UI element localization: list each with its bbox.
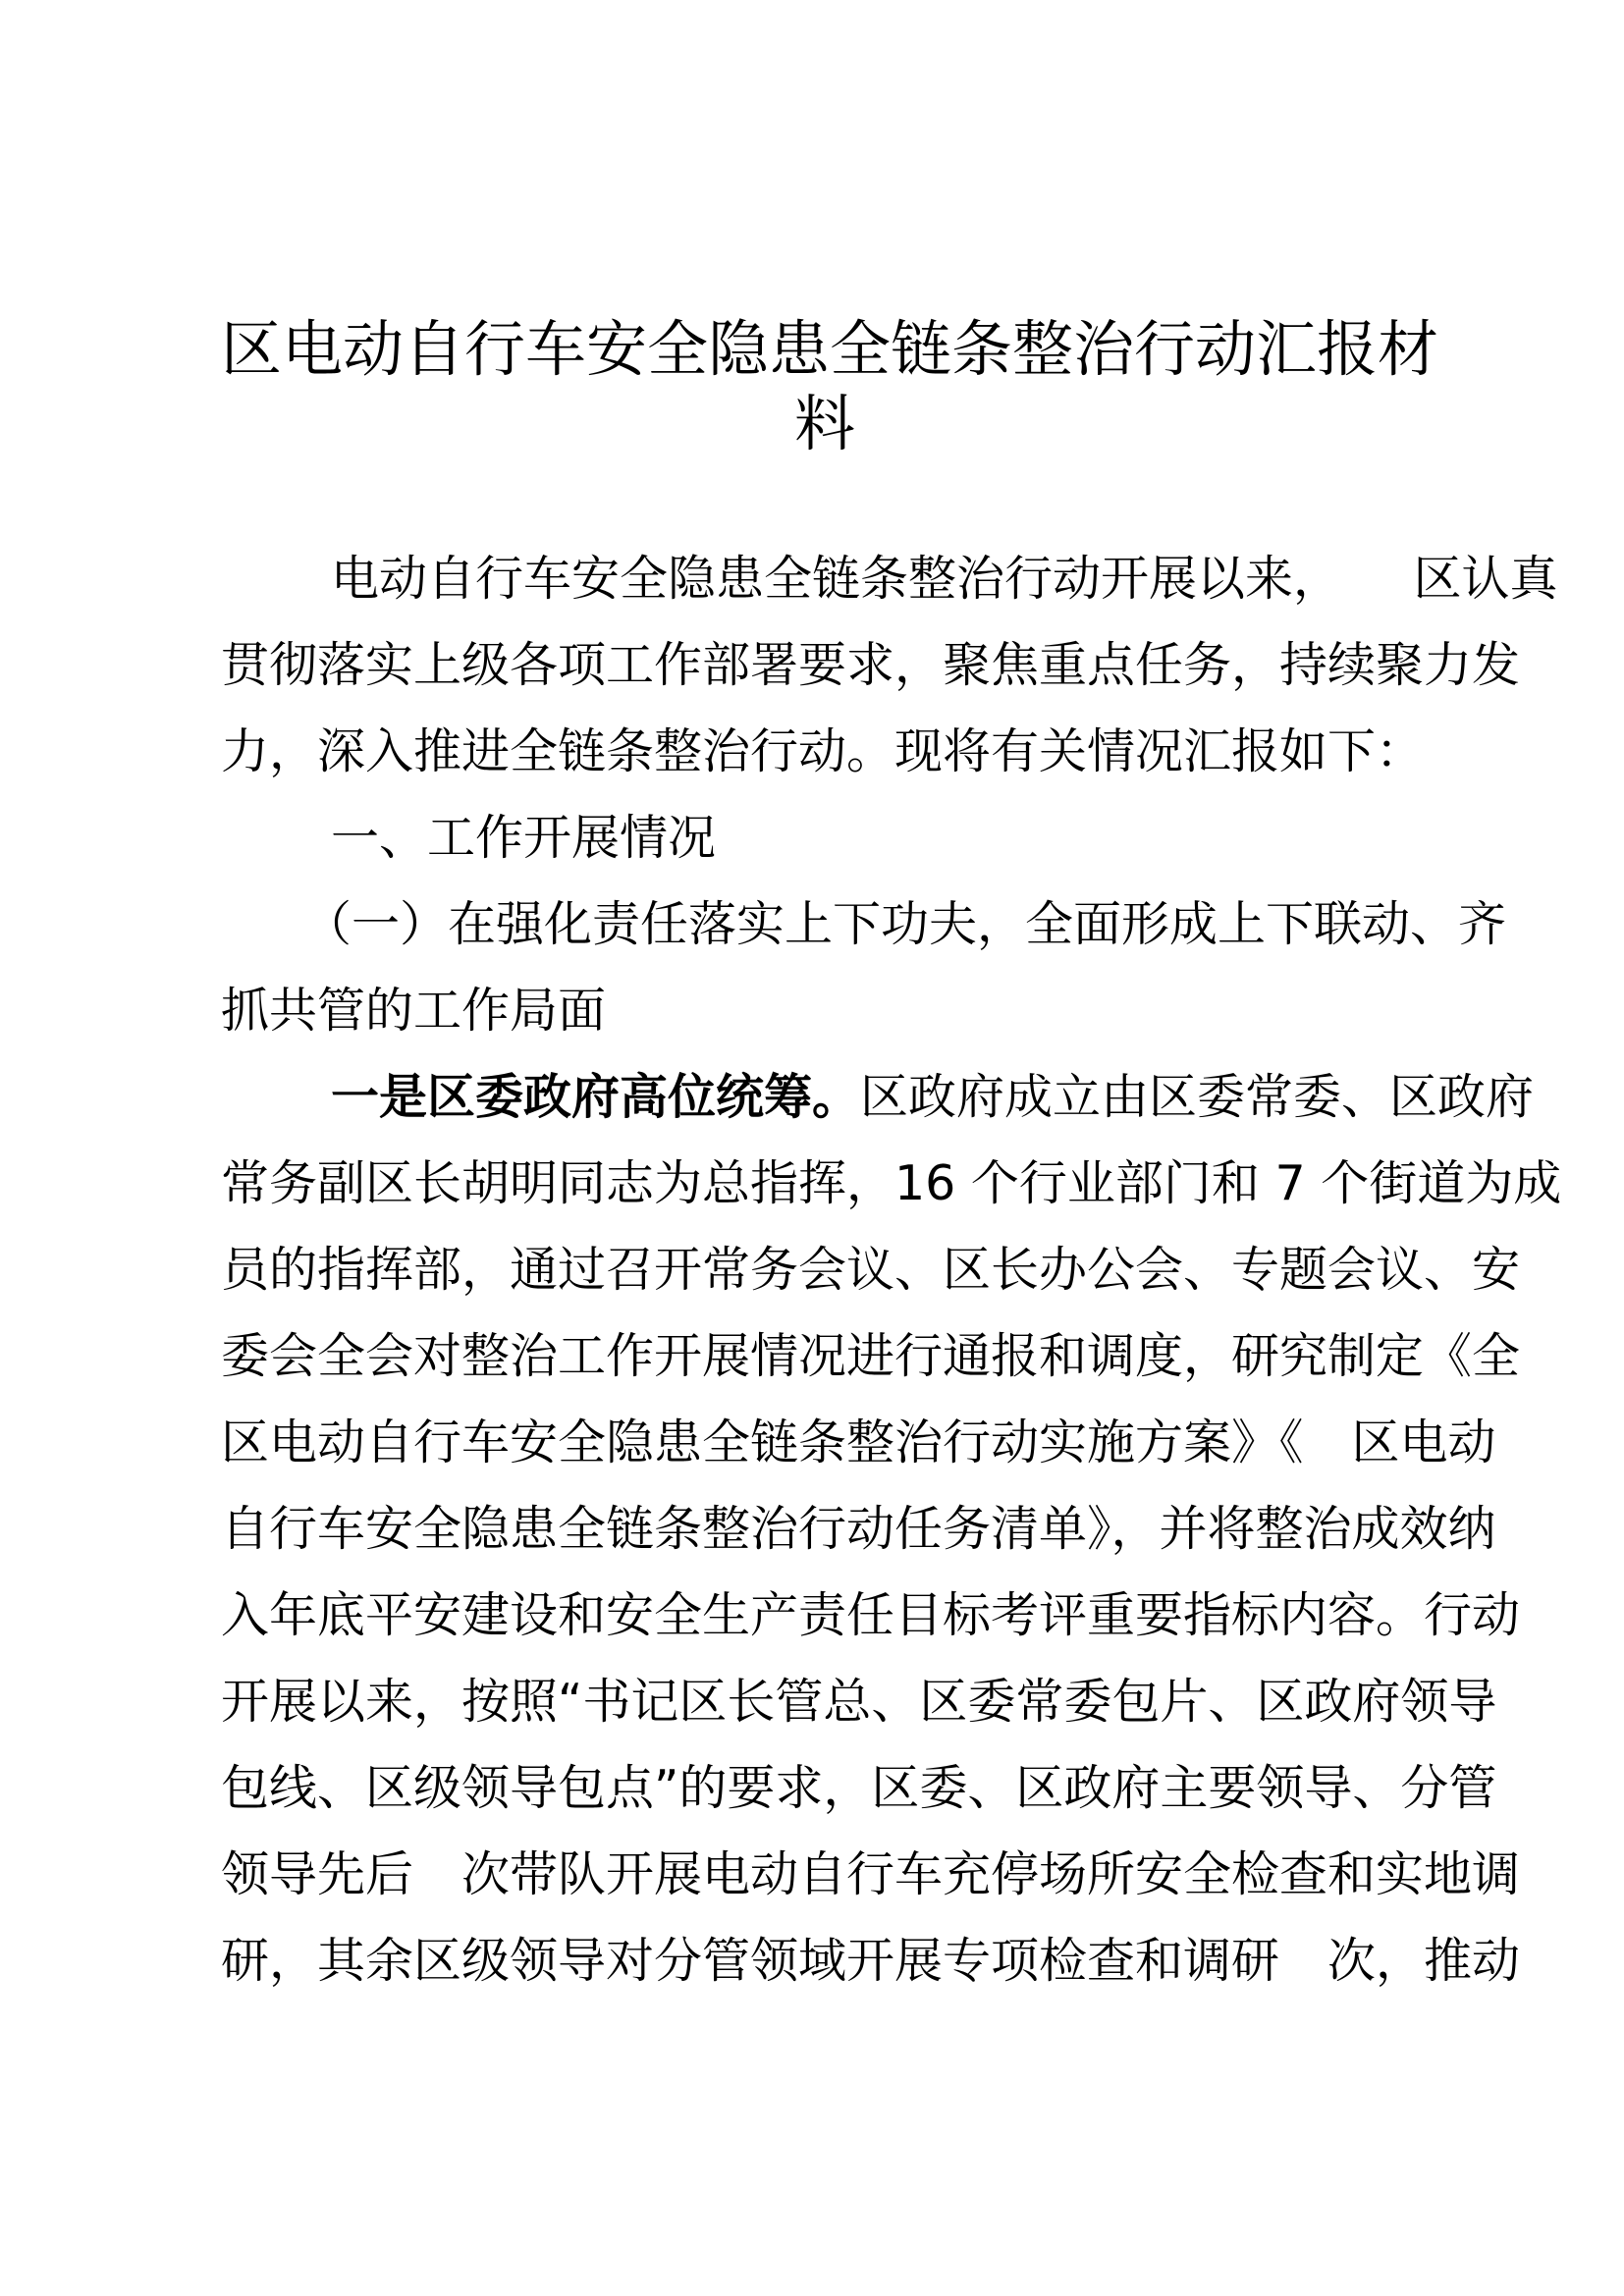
text-line xyxy=(221,1918,1521,2004)
text-line xyxy=(221,536,1558,622)
text-line xyxy=(221,1141,1562,1227)
text-line xyxy=(221,1054,1535,1141)
text-segment: 力，深入推进全链条整治行动。现将有关情况汇报如下： xyxy=(221,723,1425,779)
text-line xyxy=(221,968,1429,1054)
text-line xyxy=(221,1400,1496,1486)
text-segment: 自行车安全隐患全链条整治行动任务清单》，并将整治成效纳 xyxy=(221,1501,1496,1557)
bold-lead-phrase: 一是区委政府高位统筹。 xyxy=(331,1069,861,1125)
text-segment: 常务副区长胡明同志为总指挥，16 个行业部门和 7 个街道为成 xyxy=(221,1155,1562,1211)
text-line xyxy=(221,1659,1497,1745)
title-line-1: 区电动自行车安全隐患全链条整治行动汇报材 xyxy=(221,313,1439,385)
text-segment: 一、工作开展情况 xyxy=(331,810,717,866)
text-segment: 入年底平安建设和安全生产责任目标考评重要指标内容。行动 xyxy=(221,1587,1521,1643)
text-line xyxy=(221,1573,1521,1659)
title-line-2: 料 xyxy=(793,388,855,459)
text-segment: 抓共管的工作局面 xyxy=(221,983,607,1039)
text-line xyxy=(221,1313,1521,1400)
text-line xyxy=(221,1832,1521,1918)
text-line xyxy=(221,1745,1497,1832)
text-segment: 区电动自行车安全隐患全链条整治行动实施方案》《 区电动 xyxy=(221,1415,1496,1470)
text-line xyxy=(221,1227,1521,1313)
text-segment: 包线、区级领导包点”的要求，区委、区政府主要领导、分管 xyxy=(221,1760,1497,1816)
text-segment: 贯彻落实上级各项工作部署要求，聚焦重点任务，持续聚力发 xyxy=(221,637,1521,693)
text-segment: 员的指挥部，通过召开常务会议、区长办公会、专题会议、安 xyxy=(221,1242,1521,1298)
text-line xyxy=(221,622,1521,709)
text-segment: 委会全会对整治工作开展情况进行通报和调度，研究制定《全 xyxy=(221,1328,1521,1384)
text-line xyxy=(221,881,1507,968)
document-title xyxy=(221,312,1439,461)
text-segment: 开展以来，按照“书记区长管总、区委常委包片、区政府领导 xyxy=(221,1674,1497,1730)
document-body xyxy=(221,536,1562,2004)
text-segment: 电动自行车安全隐患全链条整治行动开展以来， 区认真 xyxy=(331,551,1558,607)
text-line xyxy=(221,795,1429,881)
text-line xyxy=(221,1486,1496,1573)
text-segment: 研，其余区级领导对分管领域开展专项检查和调研 次，推动 xyxy=(221,1933,1521,1989)
text-line xyxy=(221,709,1429,795)
text-segment: （一）在强化责任落实上下功夫，全面形成上下联动、齐 xyxy=(303,896,1507,952)
text-segment: 区政府成立由区委常委、区政府 xyxy=(860,1069,1535,1125)
text-segment: 领导先后 次带队开展电动自行车充停场所安全检查和实地调 xyxy=(221,1846,1521,1902)
